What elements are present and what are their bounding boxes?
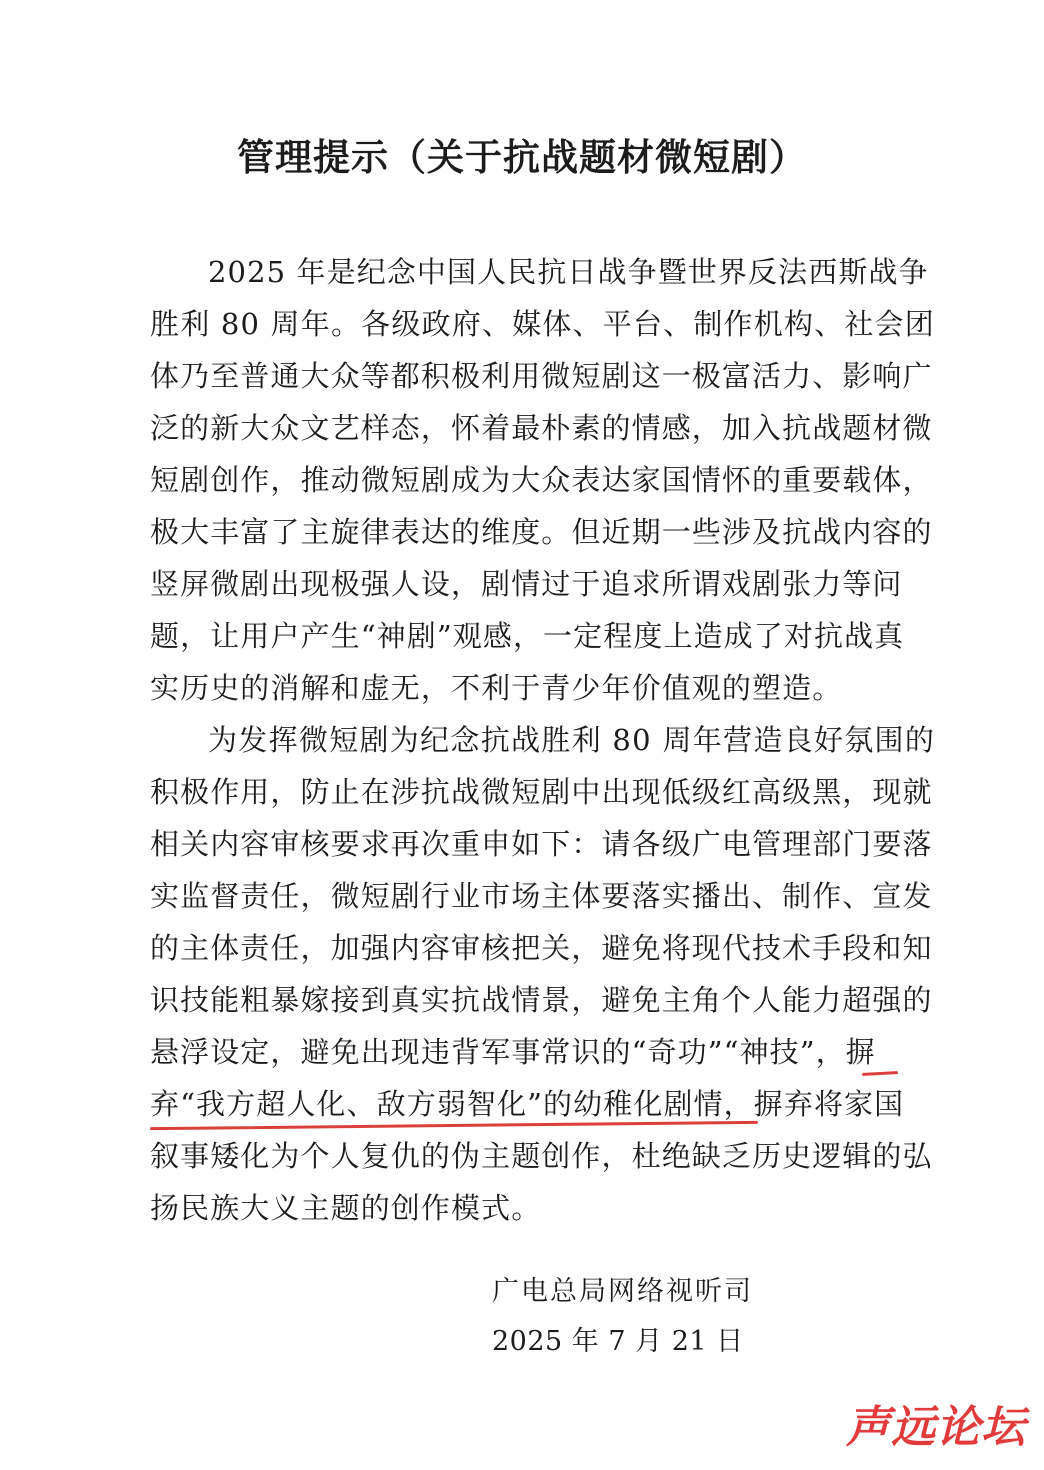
body-line: 胜利 80 周年。各级政府、媒体、平台、制作机构、社会团 [150, 307, 935, 341]
body-line: 泛的新大众文艺样态，怀着最朴素的情感，加入抗战题材微 [150, 411, 933, 445]
body-line: 实监督责任，微短剧行业市场主体要落实播出、制作、宣发 [150, 879, 933, 913]
watermark-logo: 声远论坛 [846, 1402, 1026, 1453]
body-line: 题，让用户产生“神剧”观感，一定程度上造成了对抗战真 [150, 619, 905, 653]
body-line: 悬浮设定，避免出现违背军事常识的“奇功”“神技”，摒 [150, 1035, 876, 1069]
signature-org: 广电总局网络视听司 [492, 1276, 753, 1307]
body-line: 识技能粗暴嫁接到真实抗战情景，避免主角个人能力超强的 [150, 983, 933, 1017]
body-line: 的主体责任，加强内容审核把关，避免将现代技术手段和知 [150, 931, 933, 965]
body-line: 竖屏微剧出现极强人设，剧情过于追求所谓戏剧张力等问 [150, 567, 903, 601]
body-line: 积极作用，防止在涉抗战微短剧中出现低级红高级黑，现就 [150, 775, 933, 809]
body-line: 相关内容审核要求再次重申如下：请各级广电管理部门要落 [150, 827, 933, 861]
document-title: 管理提示（关于抗战题材微短剧） [237, 136, 807, 179]
body-line: 2025 年是纪念中国人民抗日战争暨世界反法西斯战争 [208, 255, 929, 289]
body-line: 体乃至普通大众等都积极利用微短剧这一极富活力、影响广 [150, 359, 933, 393]
body-line: 弃“我方超人化、敌方弱智化”的幼稚化剧情，摒弃将家国 [150, 1087, 905, 1121]
body-line: 扬民族大义主题的创作模式。 [150, 1191, 542, 1225]
body-line: 短剧创作，推动微短剧成为大众表达家国情怀的重要载体， [150, 463, 933, 497]
body-line: 为发挥微短剧为纪念抗战胜利 80 周年营造良好氛围的 [208, 723, 936, 757]
signature-date: 2025 年 7 月 21 日 [492, 1326, 744, 1357]
body-line: 实历史的消解和虚无，不利于青少年价值观的塑造。 [150, 671, 843, 705]
body-line: 叙事矮化为个人复仇的伪主题创作，杜绝缺乏历史逻辑的弘 [150, 1139, 933, 1173]
highlight-underline [862, 1071, 898, 1076]
body-line: 极大丰富了主旋律表达的维度。但近期一些涉及抗战内容的 [150, 515, 933, 549]
